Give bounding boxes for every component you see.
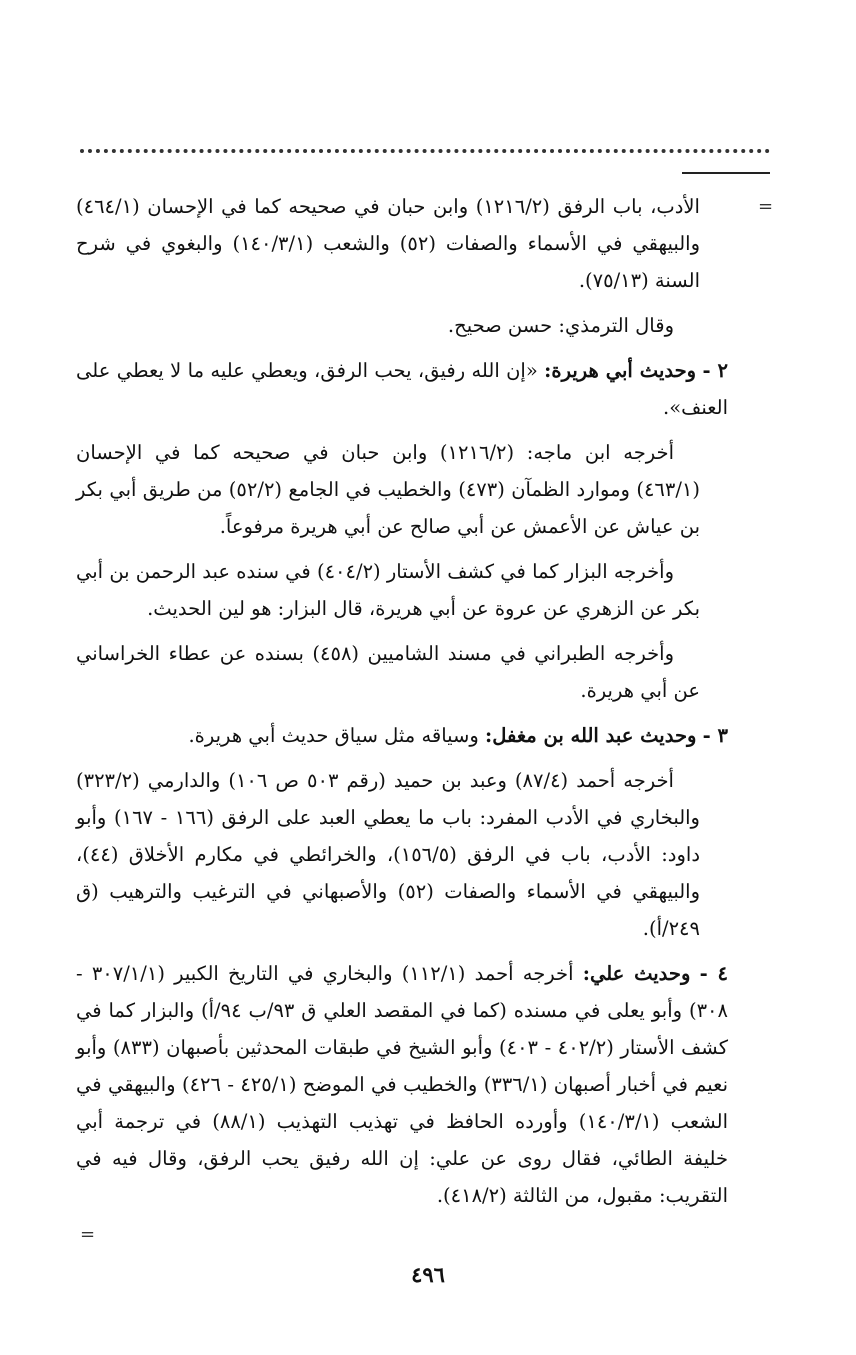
footnote-short-rule — [682, 172, 770, 174]
footnote-paragraph: أخرجه أحمد (٨٧/٤) وعبد بن حميد (رقم ٥٠٣ ص ١٠٦) والدارمي (٣٢٣/٢) والبخاري في الأدب المفرد: باب ما يعطي العبد على الرفق (١٦٦ - ١٦٧) وأبو داود: الأدب، باب في الرفق (١٥٦/٥)، والخرائطي في مكارم الأخلاق (٤٤)، والبيهقي في الأسماء والصفات (٥٢) والأصبهاني في الترغيب والترهيب (ق ٢٤٩/أ). — [76, 769, 700, 940]
footnote-paragraph: الأدب، باب الرفق (١٢١٦/٢) وابن حبان في صحيحه كما في الإحسان (٤٦٤/١) والبيهقي في الأسماء والصفات (٥٢) والشعب (١٤٠/٣/١) والبغوي في شرح السنة (٧٥/١٣). — [76, 195, 700, 292]
hadith-item — [76, 955, 728, 1214]
hadith-item — [76, 352, 728, 426]
item-number: ٣ - — [702, 724, 728, 747]
footnote-dotted-separator — [80, 149, 770, 153]
item-number: ٤ - — [699, 962, 728, 985]
item-lead: وحديث عبد الله بن مغفل: — [485, 724, 697, 747]
item-text: أخرجه أحمد (١١٢/١) والبخاري في التاريخ الكبير (٣٠٧/١/١ - ٣٠٨) وأبو يعلى في مسنده (كما في المقصد العلي ق ٩٣/ب ٩٤/أ) والبزار كما في كشف الأستار (٤٠٢/٢ - ٤٠٣) وأبو الشيخ في طبقات المحدثين بأصبهان (٨٣٣) وأبو نعيم في أخبار أصبهان (٣٣٦/١) والخطيب في الموضح (٤٢٥/١ - ٤٢٦) والبيهقي في الشعب (١٤٠/٣/١) وأورده الحافظ في تهذيب التهذيب (٨٨/١) في ترجمة أبي خليفة الطائي، فقال روى عن علي: إن الله رفيق يحب الرفق، وقال فيه في التقريب: مقبول، من الثالثة (٤١٨/٢). — [76, 962, 729, 1207]
item-lead: وحديث أبي هريرة: — [544, 359, 697, 382]
item-text: «إن الله رفيق، يحب الرفق، ويعطي عليه ما لا يعطي على العنف». — [76, 359, 728, 419]
footnote-paragraph: وأخرجه الطبراني في مسند الشاميين (٤٥٨) بسنده عن عطاء الخراساني عن أبي هريرة. — [76, 642, 700, 702]
item-number: ٢ - — [702, 359, 729, 382]
footnote-body — [76, 188, 729, 1222]
item-lead: وحديث علي: — [582, 962, 691, 985]
item-text: وسياقه مثل سياق حديث أبي هريرة. — [188, 724, 485, 747]
continuation-mark-bottom: = — [80, 1224, 96, 1245]
hadith-item — [76, 717, 728, 754]
footnote-paragraph: وأخرجه البزار كما في كشف الأستار (٤٠٤/٢) في سنده عبد الرحمن بن أبي بكر عن الزهري عن عروة عن أبي هريرة، قال البزار: هو لين الحديث. — [76, 560, 700, 620]
footnote-paragraph: وقال الترمذي: حسن صحيح. — [447, 314, 674, 337]
footnote-paragraph: أخرجه ابن ماجه: (١٢١٦/٢) وابن حبان في صحيحه كما في الإحسان (٤٦٣/١) وموارد الظمآن (٤٧٣) والخطيب في الجامع (٥٢/٢) من طريق أبي بكر بن عياش عن الأعمش عن أبي صالح عن أبي هريرة مرفوعاً. — [76, 441, 701, 538]
continuation-mark-top: = — [758, 196, 774, 217]
page-number: ٤٩٦ — [411, 1262, 445, 1287]
